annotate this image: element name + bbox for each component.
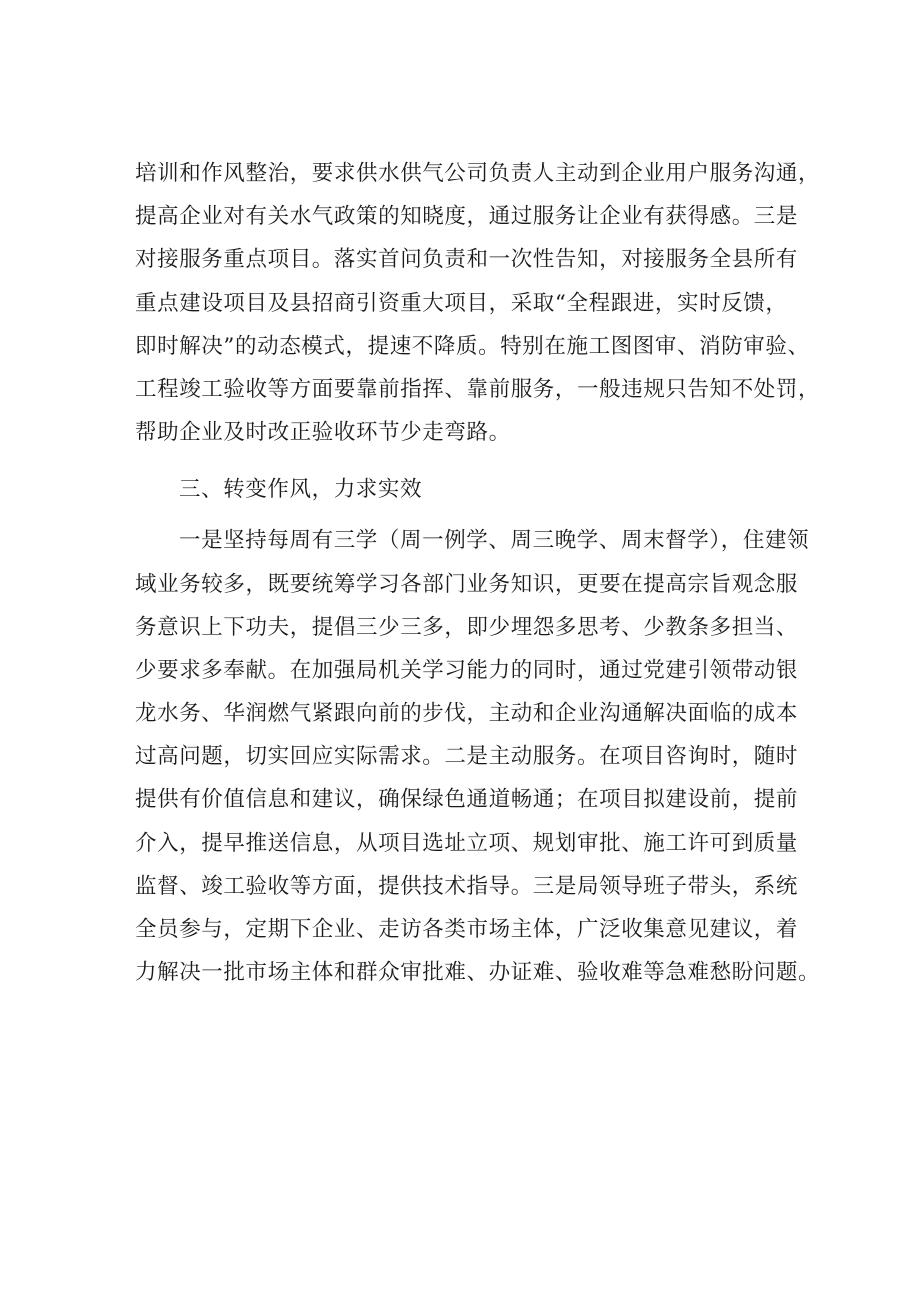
text-line: 帮助企业及时改正验收环节少走弯路。 [135,420,511,446]
paragraph-work-style [135,519,821,994]
text-line: 对接服务重点项目。落实首问负责和一次性告知，对接服务全县所有 [135,247,799,273]
text-line: 监督、竣工验收等方面，提供技术指导。三是局领导班子带头，系统 [135,873,799,899]
text-line: 少要求多奉献。在加强局机关学习能力的同时，通过党建引领带动银 [135,657,799,683]
text-line: 龙水务、华润燃气紧跟向前的步伐，主动和企业沟通解决面临的成本 [135,701,799,727]
text-line: 一是坚持每周有三学（周一例学、周三晚学、周末督学），住建领 [179,528,810,554]
paragraph-services [135,152,821,454]
text-line: 域业务较多，既要统筹学习各部门业务知识，更要在提高宗旨观念服 [135,571,799,597]
section-heading: 三、转变作风，力求实效 [179,477,423,503]
text-line: 工程竣工验收等方面要靠前指挥、靠前服务，一般违规只告知不处罚， [135,376,821,402]
text-line: 重点建设项目及县招商引资重大项目，采取“全程跟进，实时反馈， [135,290,788,316]
text-line: 力解决一批市场主体和群众审批难、办证难、验收难等急难愁盼问题。 [135,960,821,986]
text-line: 提高企业对有关水气政策的知晓度，通过服务让企业有获得感。三是 [135,204,799,230]
text-line: 过高问题，切实回应实际需求。二是主动服务。在项目咨询时，随时 [135,744,799,770]
text-line: 介入，提早推送信息，从项目选址立项、规划审批、施工许可到质量 [135,830,799,856]
text-line: 即时解决”的动态模式，提速不降质。特别在施工图图审、消防审验、 [135,333,810,359]
text-line: 务意识上下功夫，提倡三少三多，即少埋怨多思考、少教条多担当、 [135,614,799,640]
text-line: 全员参与，定期下企业、走访各类市场主体，广泛收集意见建议，着 [135,917,799,942]
text-line: 提供有价值信息和建议，确保绿色通道畅通；在项目拟建设前，提前 [135,787,799,813]
text-line: 培训和作风整治，要求供水供气公司负责人主动到企业用户服务沟通， [135,161,821,186]
document-body [135,152,821,994]
